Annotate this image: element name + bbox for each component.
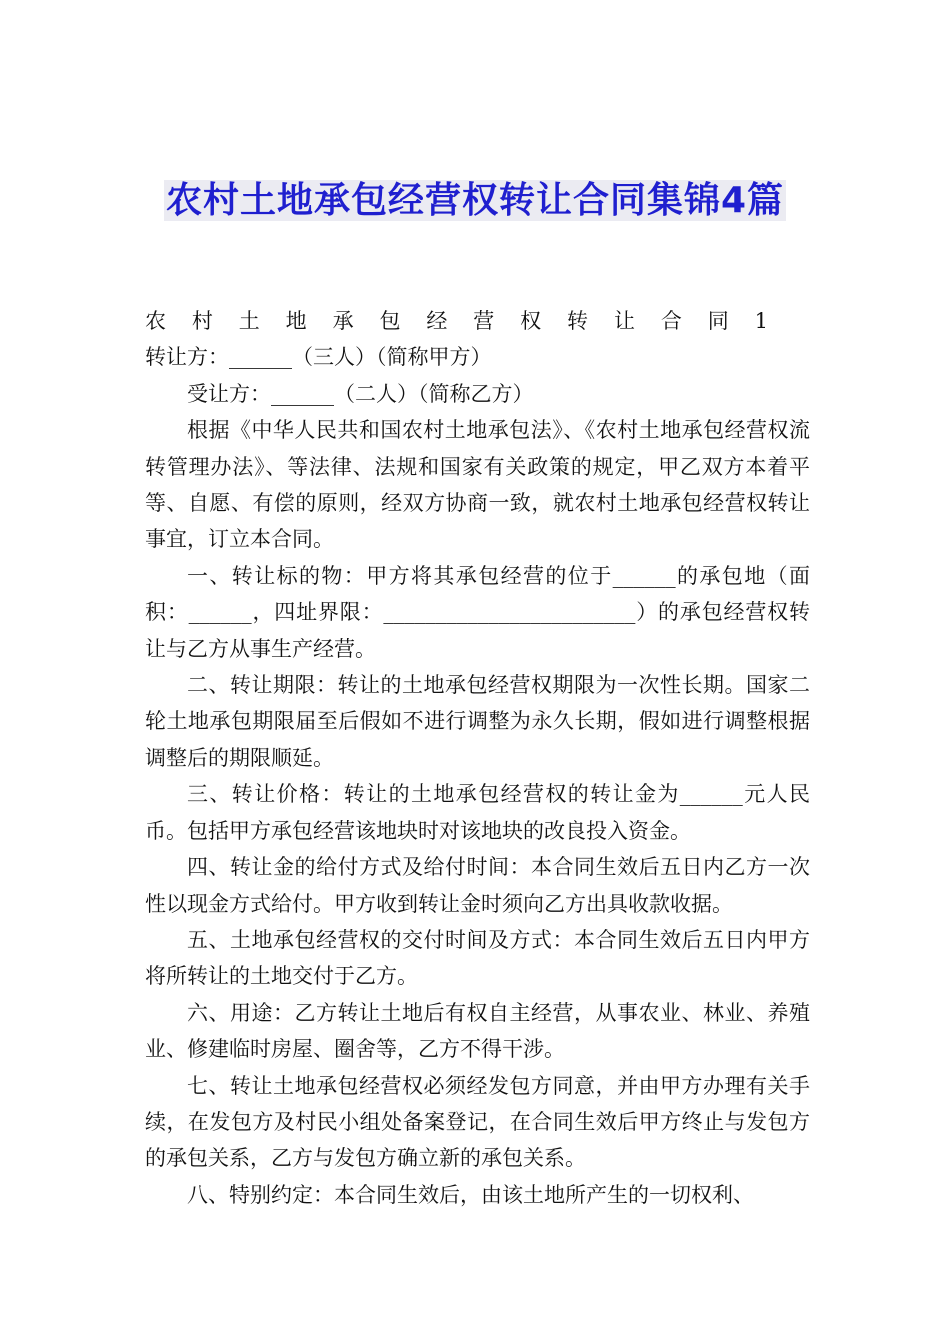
paragraph-clause-1: 一、转让标的物：甲方将其承包经营的位于______的承包地（面积：______，四址界限：________________________）的承包经营权转让与乙方从事生产经营。 [145,563,810,661]
paragraph-clause-3: 三、转让价格：转让的土地承包经营权的转让金为______元人民币。包括甲方承包经营该地块时对该地块的改良投入资金。 [145,782,810,843]
contract-heading: 农村土地承包经营权转让合同1 [145,309,768,333]
paragraph-clause-4: 四、转让金的给付方式及给付时间：本合同生效后五日内乙方一次性以现金方式给付。甲方收到转让金时须向乙方出具收款收据。 [145,855,810,916]
paragraph-clause-2: 二、转让期限：转让的土地承包经营权期限为一次性长期。国家二轮土地承包期限届至后假如不进行调整为永久长期，假如进行调整根据调整后的期限顺延。 [145,673,810,770]
title-text: 农村土地承包经营权转让合同集锦4篇 [165,180,785,221]
paragraph-basis: 根据《中华人民共和国农村土地承包法》、《农村土地承包经营权流转管理办法》、等法律、法规和国家有关政策的规定，甲乙双方本着平等、自愿、有偿的原则，经双方协商一致，就农村土地承包经营权转让事宜，订立本合同。 [145,418,810,552]
paragraph-clause-6: 六、用途：乙方转让土地后有权自主经营，从事农业、林业、养殖业、修建临时房屋、圈舍等，乙方不得干涉。 [145,1000,810,1062]
paragraph-clause-7: 七、转让土地承包经营权必须经发包方同意，并由甲方办理有关手续，在发包方及村民小组处备案登记，在合同生效后甲方终止与发包方的承包关系，乙方与发包方确立新的承包关系。 [145,1073,810,1171]
paragraph-transferee: 受让方：______（二人）（简称乙方） [187,381,534,406]
document-body [145,303,810,1213]
document-title [0,176,950,226]
paragraph-clause-8: 八、特别约定：本合同生效后，由该土地所产生的一切权利、 [187,1182,754,1207]
transferor-line: 转让方：______（三人）（简称甲方） [145,345,492,370]
paragraph-clause-5: 五、土地承包经营权的交付时间及方式：本合同生效后五日内甲方将所转让的土地交付于乙方。 [145,927,810,989]
paragraph-heading-line [145,303,810,376]
